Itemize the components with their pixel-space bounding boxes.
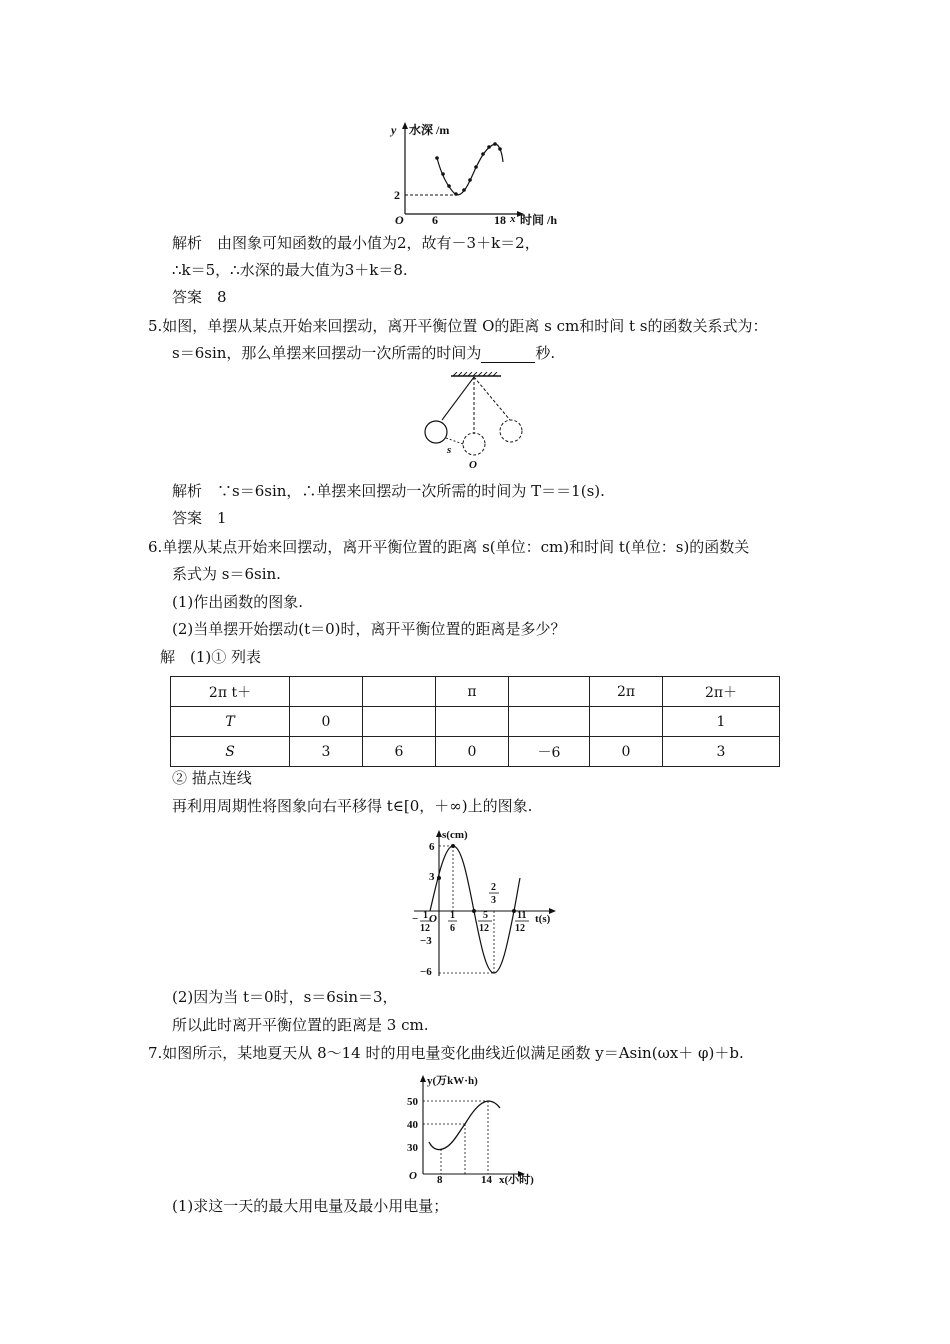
q5-line2-a: s＝6sin，那么单摆来回摆动一次所需的时间为 (172, 344, 482, 362)
depth-points (435, 142, 502, 196)
table-cell: 6 (363, 737, 436, 767)
table-cell (590, 707, 663, 737)
table-cell: π (436, 677, 509, 707)
frac-den: 12 (420, 923, 430, 934)
answer-blank (481, 346, 535, 363)
depth-curve (437, 144, 503, 195)
table-cell: －6 (509, 737, 590, 767)
value-table (170, 676, 780, 767)
table-cell (290, 677, 363, 707)
q7-line1: 7.如图所示，某地夏天从 8～14 时的用电量变化曲线近似满足函数 y＝Asin(ωx＋ φ)＋b. (148, 1044, 744, 1062)
table-cell: 1 (663, 707, 780, 737)
y-unit-label: 水深 /m (409, 123, 450, 137)
origin-label: O (395, 213, 404, 226)
s-label: s (447, 444, 452, 456)
table-cell: 0 (590, 737, 663, 767)
power-curve (429, 1101, 500, 1150)
y-axis-label: y (391, 123, 397, 137)
table-cell: 3 (663, 737, 780, 767)
q6-solution-head: 解 (1)① 列表 (160, 648, 262, 666)
frac-den: 12 (479, 923, 489, 934)
q6-ans2-a: (2)因为当 t＝0时，s＝6sin＝3， (172, 988, 398, 1006)
x-tick-6: 6 (432, 213, 438, 226)
y-tick-3: 3 (429, 871, 435, 883)
q5-answer: 答案 1 (172, 509, 227, 527)
y-tick-50: 50 (407, 1096, 418, 1108)
water-depth-figure (385, 118, 575, 226)
q4-conclusion: ∴k＝5，∴水深的最大值为3＋k＝8. (172, 261, 408, 279)
y-tick-6: 6 (429, 841, 435, 853)
table-cell: 2π t＋ (171, 677, 290, 707)
q6-shift: 再利用周期性将图象向右平移得 t∈[0，＋∞)上的图象. (172, 797, 533, 815)
x-tick-8: 8 (437, 1174, 443, 1186)
q6-part1: (1)作出函数的图象. (172, 593, 304, 611)
q5-line2-b: 秒. (535, 344, 556, 362)
neg-sign: − (412, 913, 419, 925)
table-cell (436, 707, 509, 737)
table-row (171, 677, 780, 707)
table-cell: T (171, 707, 290, 737)
frac-num: 1 (450, 910, 455, 921)
frac-den: 12 (515, 923, 525, 934)
x-tick-14: 14 (481, 1174, 492, 1186)
bob-rest-position (463, 433, 485, 455)
table-row (171, 707, 780, 737)
table-row (171, 737, 780, 767)
q6-part2: (2)当单摆开始摆动(t＝0)时，离开平衡位置的距离是多少？ (172, 620, 566, 638)
frac-num: 5 (483, 910, 488, 921)
origin-label: O (409, 1170, 417, 1182)
power-x-label: x(小时) (499, 1174, 534, 1186)
y-tick-m6: −6 (420, 966, 432, 978)
q5-line2 (172, 343, 555, 363)
table-cell: 0 (290, 707, 363, 737)
power-y-label: y(万kW·h) (427, 1075, 478, 1087)
frac-num: 1 (423, 910, 428, 921)
q4-analysis: 解析 由图象可知函数的最小值为2，故有－3＋k＝2， (172, 234, 540, 252)
pendulum-bob (425, 421, 447, 443)
frac-num: 11 (517, 910, 527, 921)
bob-far-position (500, 420, 522, 442)
x-axis-label: x (510, 213, 516, 225)
pendulum-figure (415, 372, 535, 472)
q7-part1: (1)求这一天的最大用电量及最小用电量； (172, 1197, 449, 1215)
t-axis-label: t(s) (535, 913, 551, 925)
frac-den: 3 (491, 895, 496, 906)
table-cell (509, 677, 590, 707)
x-tick-18: 18 (494, 213, 506, 226)
table-cell: 2π (590, 677, 663, 707)
q4-answer: 答案 8 (172, 288, 227, 306)
table-cell: 2π＋ (663, 677, 780, 707)
q6-line1: 6.单摆从某点开始来回摆动，离开平衡位置的距离 s(单位：cm)和时间 t(单位：s)的函数关 (148, 538, 750, 556)
sine-graph-figure (402, 826, 567, 984)
table-cell: 0 (436, 737, 509, 767)
x-unit-label: 时间 /h (520, 213, 558, 226)
q6-ans2-b: 所以此时离开平衡位置的距离是 3 cm. (172, 1016, 429, 1034)
q5-analysis: 解析 ∵s＝6sin，∴单摆来回摆动一次所需的时间为 T＝＝1(s). (172, 482, 605, 500)
y-tick-m3: −3 (420, 935, 432, 947)
y-tick-2: 2 (394, 188, 400, 202)
table-cell (509, 707, 590, 737)
table-cell: 3 (290, 737, 363, 767)
y-tick-40: 40 (407, 1119, 418, 1131)
table-cell: S (171, 737, 290, 767)
o-label: O (469, 459, 477, 471)
frac-den: 6 (450, 923, 455, 934)
frac-num: 2 (491, 882, 496, 893)
table-cell (363, 707, 436, 737)
q6-step2: ② 描点连线 (172, 769, 252, 787)
power-usage-figure (395, 1070, 555, 1186)
s-axis-label: s(cm) (442, 829, 468, 841)
q5-line1: 5.如图，单摆从某点开始来回摆动，离开平衡位置 O的距离 s cm和时间 t s的函数关系式为： (148, 317, 768, 335)
table-cell (363, 677, 436, 707)
q6-line2: 系式为 s＝6sin. (172, 565, 281, 583)
origin-label: O (429, 913, 437, 925)
y-tick-30: 30 (407, 1142, 418, 1154)
